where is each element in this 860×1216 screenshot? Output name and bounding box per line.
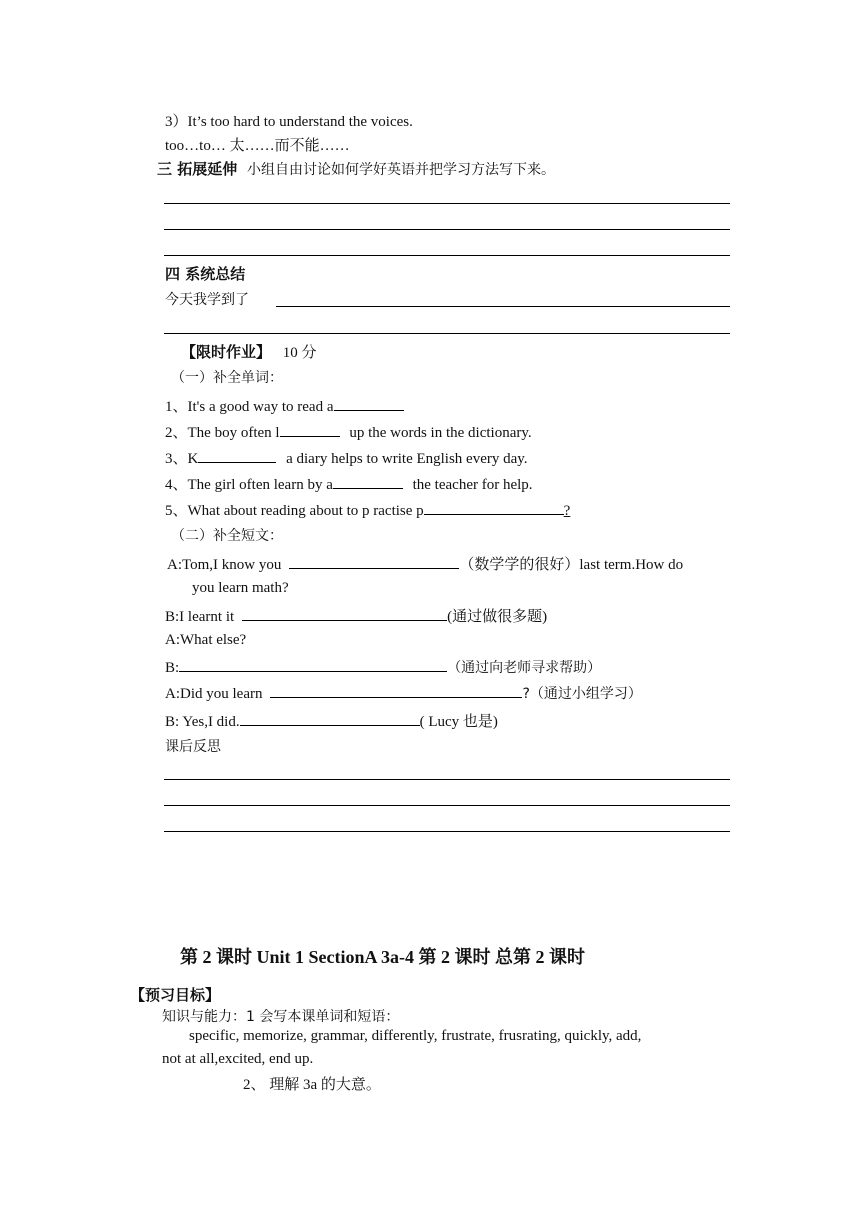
answer-line xyxy=(164,779,730,780)
dialog-line: B:I learnt it (通过做很多题) xyxy=(165,605,547,626)
list-item: 3、K a diary helps to write English every day. xyxy=(165,447,528,468)
word-list: specific, memorize, grammar, differently, frustrate, frusrating, quickly, add, xyxy=(189,1028,642,1044)
homework-header xyxy=(181,341,317,362)
example-pattern: too…to… 太……而不能…… xyxy=(165,138,350,154)
summary-line xyxy=(276,306,730,307)
answer-line xyxy=(164,333,730,334)
answer-line xyxy=(164,831,730,832)
example-sentence: 3）It’s too hard to understand the voices. xyxy=(165,114,413,130)
blank[interactable] xyxy=(270,683,522,698)
blank[interactable] xyxy=(198,448,276,463)
list-item: 1、It's a good way to read a xyxy=(165,395,404,416)
dialog-line: A:What else? xyxy=(165,632,247,648)
homework-time: 10 分 xyxy=(282,345,317,361)
part2-title: （二）补全短文： xyxy=(171,528,283,544)
dialog-line: B: Yes,I did. ( Lucy 也是) xyxy=(165,710,498,731)
reflection-label: 课后反思 xyxy=(165,739,221,755)
blank[interactable] xyxy=(242,606,447,621)
goal-2: 2、 理解 3a 的大意。 xyxy=(243,1077,381,1093)
list-item: 5、What about reading about to p ractise p ? xyxy=(165,499,570,520)
section-4-label: 四 系统总结 xyxy=(165,265,246,283)
section-3 xyxy=(157,158,555,179)
dialog-line: A:Tom,I know you （数学学的很好）last term.How do xyxy=(167,553,683,574)
answer-line xyxy=(164,229,730,230)
homework-label: 【限时作业】 xyxy=(181,343,272,361)
blank[interactable] xyxy=(240,711,420,726)
preview-label: 【预习目标】 xyxy=(130,986,221,1004)
dialog-line: A:Did you learn ?（通过小组学习） xyxy=(165,683,642,703)
blank[interactable] xyxy=(289,554,459,569)
blank[interactable] xyxy=(280,422,340,437)
dialog-line: you learn math? xyxy=(192,580,289,596)
knowledge-goal: 知识与能力：1 会写本课单词和短语： xyxy=(162,1009,400,1025)
answer-line xyxy=(164,805,730,806)
blank[interactable] xyxy=(333,474,403,489)
list-item: 4、The girl often learn by a the teacher for help. xyxy=(165,473,533,494)
blank[interactable] xyxy=(179,657,447,672)
lesson-title: 第 2 课时 Unit 1 SectionA 3a-4 第 2 课时 总第 2 课时 xyxy=(180,947,585,967)
section-3-label: 三 拓展延伸 xyxy=(157,160,238,178)
blank[interactable] xyxy=(334,396,404,411)
blank[interactable] xyxy=(424,500,564,515)
answer-line xyxy=(164,203,730,204)
dialog-line: B: （通过向老师寻求帮助） xyxy=(165,657,601,677)
part1-title: （一）补全单词： xyxy=(171,370,283,386)
list-item: 2、The boy often l up the words in the dictionary. xyxy=(165,421,532,442)
section-3-text: 小组自由讨论如何学好英语并把学习方法写下来。 xyxy=(246,162,555,178)
section-4-text: 今天我学到了 xyxy=(165,292,249,308)
word-list-cont: not at all,excited, end up. xyxy=(162,1051,314,1067)
answer-line xyxy=(164,255,730,256)
